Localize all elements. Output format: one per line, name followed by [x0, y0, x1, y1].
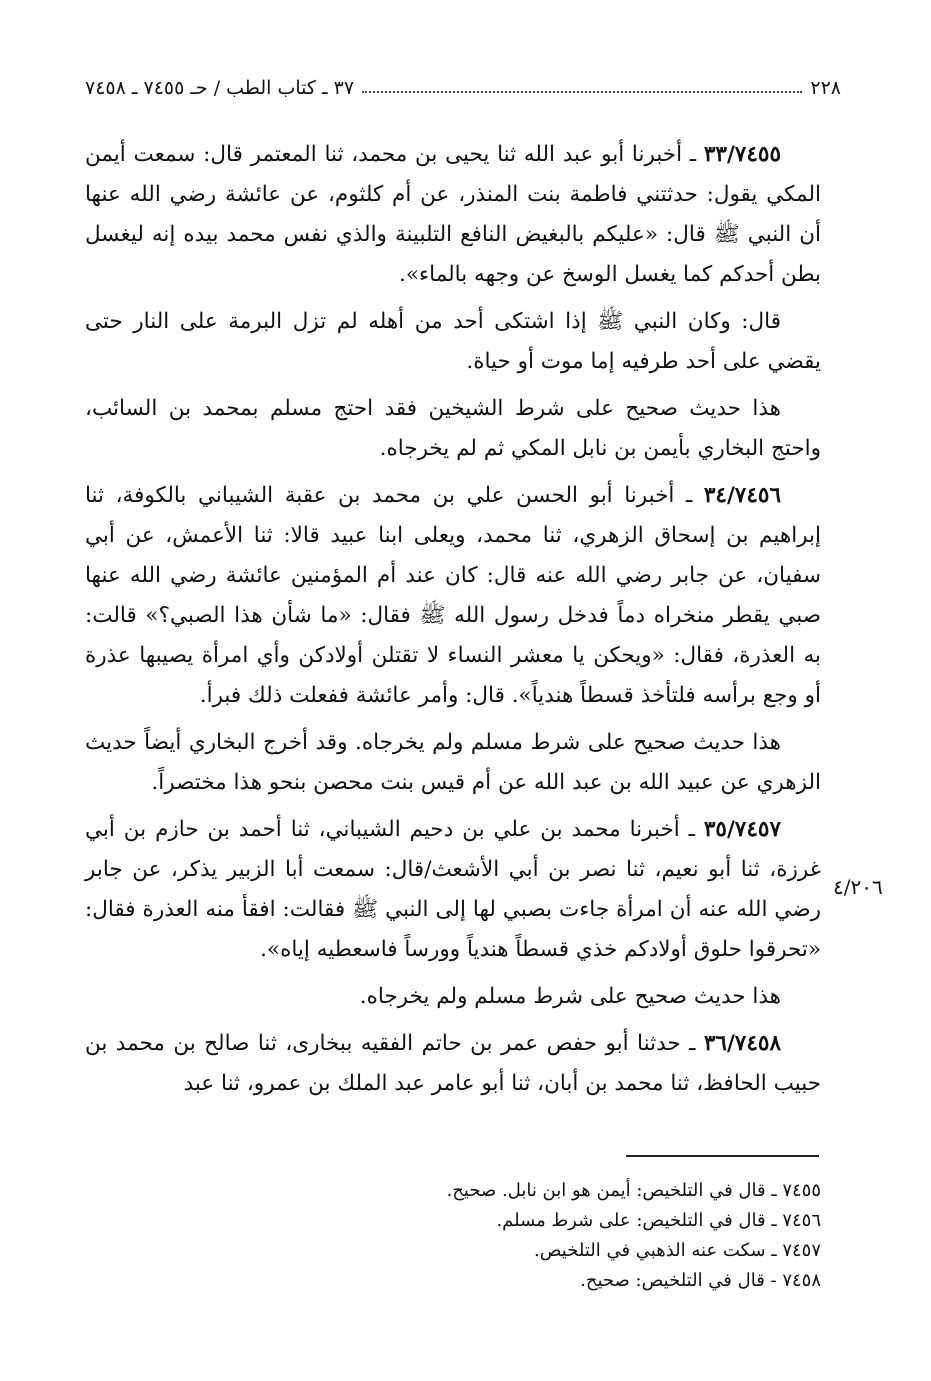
- paragraph-text: هذا حديث صحيح على شرط مسلم ولم يخرجاه.: [359, 984, 781, 1009]
- hadith-paragraph: [85, 135, 821, 295]
- main-text: [85, 135, 821, 1111]
- running-header: [85, 70, 841, 106]
- footnote: ٧٤٥٥ ـ قال في التلخيص: أيمن هو ابن نابل. صحيح.: [446, 1180, 821, 1201]
- margin-volume-page-reference: ٤/٢٠٦: [833, 875, 883, 899]
- footnote: ٧٤٥٧ ـ سكت عنه الذهبي في التلخيص.: [534, 1240, 821, 1261]
- paragraph-text: ـ أخبرنا أبو الحسن علي بن محمد بن عقبة الشيباني بالكوفة، ثنا إبراهيم بن إسحاق الزهري، ثنا محمد، ويعلى ابنا عبيد قالا: ثنا الأعمش، عن أبي سفيان، عن جابر رضي الله عنه قال: كان عند أم المؤمنين عائشة رضي الله عنها صبي يقطر منخراه دماً فدخل رسول الله ﷺ فقال: «ما شأن هذا الصبي؟» قالت: به العذرة، فقال: «ويحكن يا معشر النساء لا تقتلن أولادكن وأي امرأة يصيبها عذرة أو وجع برأسه فلتأخذ قسطاً هندياً». قال: وأمر عائشة ففعلت ذلك فبرأ.: [85, 483, 821, 708]
- footnote: ٧٤٥٨ - قال في التلخيص: صحيح.: [580, 1270, 821, 1291]
- paragraph-text: ـ أخبرنا محمد بن علي بن دحيم الشيباني، ثنا أحمد بن حازم بن أبي غرزة، ثنا أبو نعيم، ثنا نصر بن أبي الأشعث/قال: سمعت أبا الزبير يذكر، عن جابر رضي الله عنه أن امرأة جاءت بصبي لها إلى النبي ﷺ فقالت: افقأ منه العذرة فقال: «تحرقوا حلوق أولادكم خذي قسطاً هندياً وورساً فاسعطيه إياه».: [85, 817, 821, 962]
- footnote: ٧٤٥٦ ـ قال في التلخيص: على شرط مسلم.: [496, 1210, 821, 1231]
- paragraph-text: قال: وكان النبي ﷺ إذا اشتكى أحد من أهله لم تزل البرمة على النار حتى يقضي على أحد طرفيه إما موت أو حياة.: [85, 309, 821, 374]
- paragraph-text: هذا حديث صحيح على شرط مسلم ولم يخرجاه. وقد أخرج البخاري أيضاً حديث الزهري عن عبيد الله بن عبد الله عن أم قيس بنت محصن بنحو هذا مختصراً.: [85, 730, 821, 795]
- paragraph-text: ـ أخبرنا أبو عبد الله ثنا يحيى بن محمد، ثنا المعتمر قال: سمعت أيمن المكي يقول: حدثتني فاطمة بنت المنذر، عن أم كلثوم، عن عائشة رضي الله عنها أن النبي ﷺ قال: «عليكم بالبغيض النافع التلبينة والذي نفس محمد بيده إنه ليغسل بطن أحدكم كما يغسل الوسخ عن وجهه بالماء».: [85, 142, 821, 287]
- running-title: ٣٧ ـ كتاب الطب / حـ ٧٤٥٥ ـ ٧٤٥٨: [85, 77, 355, 99]
- commentary-paragraph: [85, 302, 821, 382]
- hadith-number: ٣٣/٧٤٥٥: [703, 142, 781, 167]
- hadith-paragraph: [85, 1024, 821, 1104]
- grading-paragraph: [85, 389, 821, 469]
- hadith-paragraph: [85, 810, 821, 970]
- paragraph-text: ـ حدثنا أبو حفص عمر بن حاتم الفقيه ببخارى، ثنا صالح بن محمد بن حبيب الحافظ، ثنا محمد بن أبان، ثنا أبو عامر عبد الملك بن عمرو، ثنا عبد: [85, 1031, 821, 1096]
- grading-paragraph: [85, 723, 821, 803]
- hadith-number: ٣٥/٧٤٥٧: [703, 817, 781, 842]
- hadith-paragraph: [85, 476, 821, 716]
- footnote-separator: [626, 1155, 819, 1157]
- footnotes: [85, 1176, 821, 1296]
- grading-paragraph: [85, 977, 821, 1017]
- hadith-number: ٣٤/٧٤٥٦: [703, 483, 781, 508]
- paragraph-text: هذا حديث صحيح على شرط الشيخين فقد احتج مسلم بمحمد بن السائب، واحتج البخاري بأيمن بن نابل المكي ثم لم يخرجاه.: [85, 396, 821, 461]
- header-dot-leader: [362, 91, 802, 93]
- page-number: ٢٢٨: [810, 77, 841, 99]
- hadith-number: ٣٦/٧٤٥٨: [703, 1031, 781, 1056]
